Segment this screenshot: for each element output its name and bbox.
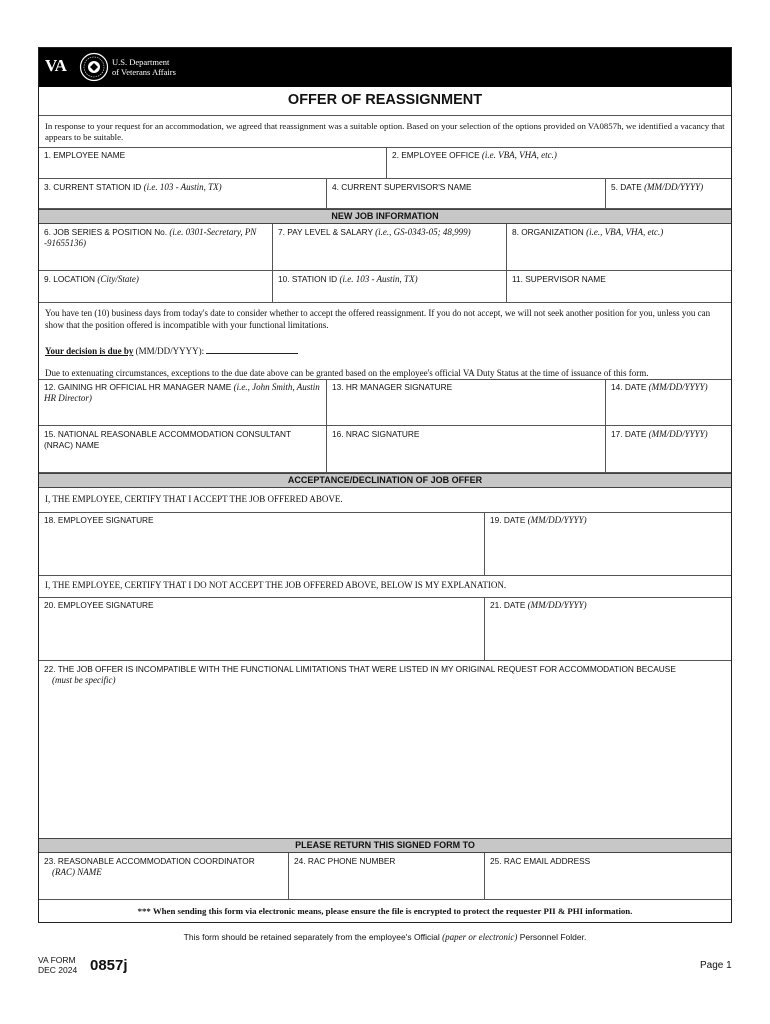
form-title: OFFER OF REASSIGNMENT	[287, 92, 483, 108]
accept-statement: I, THE EMPLOYEE, CERTIFY THAT I ACCEPT THE JOB OFFERED ABOVE.	[45, 494, 343, 504]
notice-text: You have ten (10) business days from today's date to consider whether to accept the offered reassignment. If you do not accept, we will not seek another position for you, unless you can show that the position offered is incompatible with your functional limitations.	[45, 308, 711, 330]
organization-field[interactable]: 8. ORGANIZATION (i.e., VBA, VHA, etc.)	[507, 224, 731, 271]
station-id-field[interactable]: 10. STATION ID (i.e. 103 - Austin, TX)	[273, 271, 507, 303]
form-id-label: VA FORM DEC 2024	[38, 955, 78, 975]
date-field-17[interactable]: 17. DATE (MM/DD/YYYY)	[606, 426, 731, 473]
acceptance-band: ACCEPTANCE/DECLINATION OF JOB OFFER	[39, 473, 731, 488]
rac-email-field[interactable]: 25. RAC EMAIL ADDRESS	[485, 853, 731, 900]
employee-office-field[interactable]: 2. EMPLOYEE OFFICE (i.e. VBA, VHA, etc.)	[387, 147, 731, 179]
va-seal-icon	[79, 52, 109, 82]
decision-due-line: Your decision is due by (MM/DD/YYYY):	[45, 344, 725, 357]
nrac-signature-field[interactable]: 16. NRAC SIGNATURE	[327, 426, 606, 473]
retention-note: This form should be retained separately from the employee's Official (paper or electronic) Personnel Folder.	[183, 932, 587, 942]
encryption-note: *** When sending this form via electronic means, please ensure the file is encrypted to protect the requester PII & PHI information.	[137, 906, 633, 916]
employee-name-field[interactable]: 1. EMPLOYEE NAME	[39, 147, 387, 179]
page-number: Page 1	[700, 960, 732, 971]
form-number: 0857j	[90, 957, 128, 974]
reassignment-form	[38, 47, 732, 923]
date-field-21[interactable]: 21. DATE (MM/DD/YYYY)	[485, 597, 731, 661]
date-field-19[interactable]: 19. DATE (MM/DD/YYYY)	[485, 512, 731, 576]
explanation-field[interactable]: 22. THE JOB OFFER IS INCOMPATIBLE WITH THE FUNCTIONAL LIMITATIONS THAT WERE LISTED IN MY ORIGINAL REQUEST FOR ACCOMMODATION BECAUSE (must be specific)	[39, 661, 731, 839]
header-bar	[39, 48, 731, 87]
gaining-hr-official-field[interactable]: 12. GAINING HR OFFICIAL HR MANAGER NAME (i.e., John Smith, Austin HR Director)	[39, 379, 327, 426]
rac-phone-field[interactable]: 24. RAC PHONE NUMBER	[289, 853, 485, 900]
return-form-band: PLEASE RETURN THIS SIGNED FORM TO	[39, 838, 731, 853]
new-job-information-band: NEW JOB INFORMATION	[39, 209, 731, 224]
location-field[interactable]: 9. LOCATION (City/State)	[39, 271, 273, 303]
job-series-field[interactable]: 6. JOB SERIES & POSITION No. (i.e. 0301-Secretary, PN -91655136)	[39, 224, 273, 271]
current-station-id-field[interactable]: 3. CURRENT STATION ID (i.e. 103 - Austin, TX)	[39, 179, 327, 209]
employee-signature-accept[interactable]: 18. EMPLOYEE SIGNATURE	[39, 512, 485, 576]
supervisor-name-field[interactable]: 11. SUPERVISOR NAME	[507, 271, 731, 303]
intro-text: In response to your request for an accommodation, we agreed that reassignment was a suitable option. Based on your selection of the options provided on VA0857h, we identified a vacancy that appears to be suitable.	[45, 121, 725, 142]
divider	[39, 115, 731, 116]
department-name: U.S. Department of Veterans Affairs	[112, 57, 176, 77]
pay-level-field[interactable]: 7. PAY LEVEL & SALARY (i.e., GS-0343-05; 48,999)	[273, 224, 507, 271]
nrac-name-field[interactable]: 15. NATIONAL REASONABLE ACCOMMODATION CONSULTANT (NRAC) NAME	[39, 426, 327, 473]
current-supervisor-field[interactable]: 4. CURRENT SUPERVISOR'S NAME	[327, 179, 606, 209]
decision-date-input[interactable]	[206, 344, 298, 354]
date-field-14[interactable]: 14. DATE (MM/DD/YYYY)	[606, 379, 731, 426]
decline-statement: I, THE EMPLOYEE, CERTIFY THAT I DO NOT ACCEPT THE JOB OFFERED ABOVE, BELOW IS MY EXPLANATION.	[45, 580, 507, 590]
extension-text: Due to extenuating circumstances, exceptions to the due date above can be granted based on the employee's official VA Duty Status at the time of issuance of this form.	[45, 368, 649, 378]
hr-manager-signature-field[interactable]: 13. HR MANAGER SIGNATURE	[327, 379, 606, 426]
employee-signature-decline[interactable]: 20. EMPLOYEE SIGNATURE	[39, 597, 485, 661]
date-field-5[interactable]: 5. DATE (MM/DD/YYYY)	[606, 179, 731, 209]
rac-name-field[interactable]: 23. REASONABLE ACCOMMODATION COORDINATOR (RAC) NAME	[39, 853, 289, 900]
va-logo: VA	[45, 56, 67, 75]
